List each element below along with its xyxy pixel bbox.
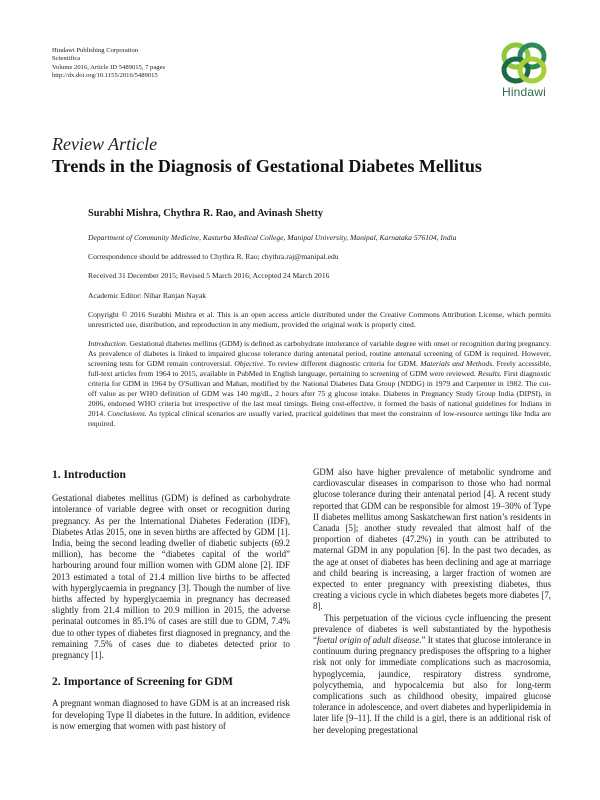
abstract-objective-label: Objective. [234, 358, 266, 368]
correspondence: Correspondence should be addressed to Chythra R. Rao; chythra.raj@manipal.edu [88, 252, 339, 261]
paragraph-text-end: .” It states that glucose intolerance in continuum during pregnancy predisposes the offspring to a higher risk not only for immediate complications such as macrosomia, hypoglycemia, jaundice, respiratory distress syndrome, polycythemia, and hypocalcemia but also for long-term complications such as childhood obesity, impaired glucose tolerance in adolescence, and overt diabetes and hyperlipidemia in later life [9–11]. If the child is a girl, there is an additional risk of her developing pregestational [313, 635, 551, 735]
article-type: Review Article [52, 134, 158, 154]
paragraph-text-start: This perpetuation of the vicious cycle influencing the present prevalence of diabetes is well substantiated by the hypothesis “ [313, 612, 551, 646]
abstract-conclusions-label: Conclusions. [107, 408, 147, 418]
screening-paragraph: A pregnant woman diagnosed to have GDM is at an increased risk for developing Type II diabetes in the future. In addition, evidence is now emerging that women with past history of [52, 698, 290, 731]
introduction-paragraph: Gestational diabetes mellitus (GDM) is defined as carbohydrate intolerance of variable degree with onset or recognition during pregnancy. As per the International Diabetes Federation (IDF), Diabetes Atlas 2015, one in seven births are affected by GDM [1]. India, being the second leading dweller of diabetic subjects (69.2 million), has become the “diabetes capital of the world” harbouring around four million women with GDM alone [2]. IDF 2013 estimated a total of 21.4 million live births to be affected with hyperglycaemia in pregnancy [3]. Though the number of live births affected by hyperglycaemia in pregnancy has decreased slightly from 21.4 million to 20.9 million in 2015, the adverse perinatal outcomes in 85.1% of cases are still due to GDM, 7.4% due to other types of diabetes first diagnosed in pregnancy, and the remaining 7.5% of cases due to diabetes detected prior to pregnancy [1]. [52, 493, 290, 661]
journal-name: Scientifica [52, 55, 81, 63]
hindawi-logo-icon [499, 40, 549, 84]
left-column [52, 464, 290, 732]
section-heading-introduction: 1. Introduction [52, 469, 126, 481]
abstract [88, 339, 551, 429]
abstract-intro: Gestational diabetes mellitus (GDM) is defined as carbohydrate intolerance of variable degree with onset or recognition during pregnancy. As prevalence of diabetes is linked to impaired glucose tolerance during antenatal period, routine antenatal screening of GDM is required. However, screening tests for GDM remain controversial. [88, 339, 551, 368]
abstract-intro-label: Introduction. [88, 339, 128, 348]
hypothesis-term: foetal origin of adult disease [316, 635, 420, 646]
academic-editor: Academic Editor: Nihar Ranjan Nayak [88, 291, 207, 300]
article-title: Trends in the Diagnosis of Gestational Diabetes Mellitus [52, 156, 482, 176]
right-column [313, 467, 551, 736]
abstract-methods-label: Materials and Methods. [420, 358, 495, 368]
abstract-results-label: Results. [477, 368, 502, 378]
publisher-name: Hindawi Publishing Corporation [52, 47, 139, 54]
affiliation: Department of Community Medicine, Kasturba Medical College, Manipal University, Manipal, Karnataka 576104, India [88, 233, 457, 242]
section-heading-screening: 2. Importance of Screening for GDM [52, 676, 233, 689]
copyright-notice: Copyright © 2016 Surabhi Mishra et al. This is an open access article distributed under the Creative Commons Attribution License, which permits unrestricted use, distribution, and reproduction in any medium, provided the original work is properly cited. [88, 310, 551, 329]
doi-link[interactable]: http://dx.doi.org/10.1155/2016/5489015 [52, 71, 158, 79]
body-paragraph-vicious-cycle [313, 613, 551, 736]
body-paragraph-continued: GDM also have higher prevalence of metabolic syndrome and cardiovascular diseases in comparison to those who had normal glucose tolerance during their antenatal period [4]. A recent study reported that GDM can be responsible for almost 19–30% of Type II diabetes mellitus among Saskatchewan first nation’s residents in Canada [5]; another study revealed that almost half of the proportion of diabetes (47.2%) in youth can be attributed to maternal GDM in any population [6]. In the past two decades, as the age at onset of diabetes has been declining and age at marriage and child bearing is increasing, a larger fraction of women are expected to enter pregnancy with preexisting diabetes, thus creating a vicious cycle in which diabetes begets more diabetes [7, 8]. [313, 467, 551, 612]
author-list: Surabhi Mishra, Chythra R. Rao, and Avinash Shetty [88, 208, 323, 219]
abstract-conclusions: As typical clinical scenarios are usually varied, practical guidelines that meet the constraints of low-resource settings like India are required. [88, 408, 552, 428]
hindawi-logo [493, 40, 555, 99]
hindawi-logo-text: Hindawi [501, 85, 547, 99]
abstract-objective: To review different diagnostic criteria for GDM. [265, 358, 421, 368]
volume-info: Volume 2016, Article ID 5489015, 7 pages [52, 63, 166, 71]
abstract-methods: Freely accessible, full-text articles from 1964 to 2015, available in PubMed in English language, pertaining to screening of GDM were reviewed. [88, 358, 552, 378]
abstract-results: First diagnostic criteria for GDM in 1964 by O'Sullivan and Mahan, modified by the National Diabetes Data Group (NDDG) in 1979 and Carpenter in 1982. The cut-off value as per WHO definition of GDM was 140 mg/dL, 2 hours after 75 g glucose intake. Diabetes in Pregnancy Study Group India (DIPSI), in 2006, endorsed WHO criteria but irrespective of the last meal timings. Being cost-effective, it formed the basis of national guidelines for Indians in 2014. [88, 368, 551, 418]
journal-header [52, 47, 165, 80]
publication-dates: Received 31 December 2015; Revised 5 March 2016; Accepted 24 March 2016 [88, 271, 330, 280]
